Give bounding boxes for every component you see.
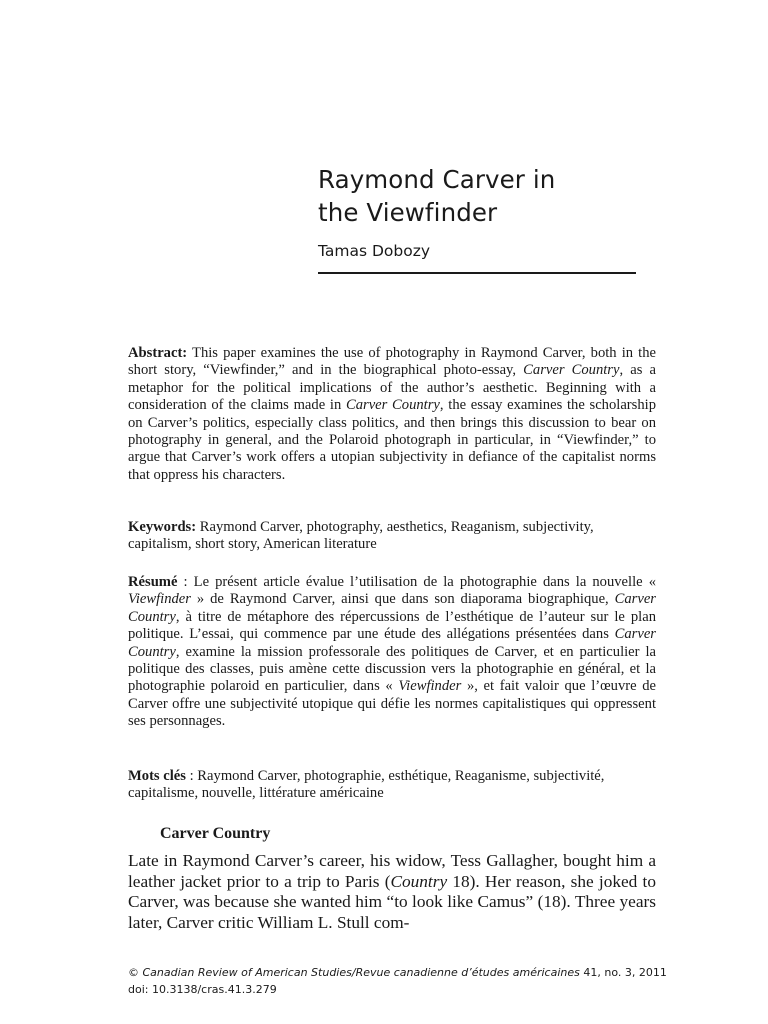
title-line-2: the Viewfinder	[318, 198, 498, 227]
body-text: Late in Raymond Carver’s career, his widow, Tess Gallagher, bought him a leather jacket prior to a trip to Paris (	[128, 851, 656, 891]
resume-section	[128, 574, 656, 731]
abstract-text: This paper examines the use of photography in Raymond Carver, both in the short story, “Viewfinder,” and in the biographical photo-essay,	[128, 345, 657, 379]
keywords-text: Raymond Carver, photography, aesthetics, Reaganism, subjectivity, capitalism, short story, American literature	[128, 519, 594, 553]
resume-italic: Carver Country	[128, 591, 656, 625]
footer-citation	[128, 964, 668, 981]
abstract-italic: Carver Country	[345, 397, 440, 414]
keywords-label: Keywords:	[128, 519, 197, 535]
body-text: 18). Her reason, she joked to Carver, was because she wanted him “to look like Camus” (18). Three years later, Carver critic William L. Stull com-	[128, 871, 656, 932]
body-section	[128, 851, 656, 933]
journal-issue: 41, no. 3, 2011	[579, 966, 667, 979]
title-block	[318, 163, 636, 261]
resume-paragraph	[128, 574, 656, 731]
keywords-section	[128, 519, 656, 554]
resume-text: , examine la mission professorale des politiques de Carver, et en particulier la politique des classes, puis amène cette discussion vers la photographie en général, et la photographie polaroid en particulier, dans «	[128, 643, 656, 695]
article-title	[318, 163, 636, 229]
copyright-symbol: ©	[128, 966, 143, 979]
resume-label: Résumé	[128, 574, 178, 590]
title-line-1: Raymond Carver in	[318, 165, 556, 194]
resume-text: », et fait valoir que l’œuvre de Carver offre une subjectivité utopique qui défie les normes capitalistiques qui oppressent ses personnages.	[128, 678, 656, 730]
abstract-section	[128, 345, 656, 484]
mots-cles-section	[128, 768, 656, 803]
footer-doi: doi: 10.3138/cras.41.3.279	[128, 983, 277, 996]
body-paragraph	[128, 851, 656, 933]
mots-cles-text: : Raymond Carver, photographie, esthétique, Reaganisme, subjectivité, capitalisme, nouvelle, littérature américaine	[128, 768, 605, 802]
section-heading: Carver Country	[160, 825, 271, 842]
resume-italic: Viewfinder	[128, 591, 191, 608]
mots-cles-label: Mots clés	[128, 768, 186, 784]
title-rule	[318, 272, 636, 274]
resume-italic: Viewfinder	[398, 678, 462, 695]
mots-cles-paragraph	[128, 768, 656, 803]
resume-text: , à titre de métaphore des répercussions de l’esthétique de l’auteur sur le plan politique. L’essai, qui commence par une étude des allégations présentées dans	[128, 608, 656, 643]
page-footer	[128, 964, 668, 998]
resume-text: : Le présent article évalue l’utilisation de la photographie dans la nouvelle «	[177, 574, 656, 590]
author-name: Tamas Dobozy	[318, 242, 431, 260]
resume-text: » de Raymond Carver, ainsi que dans son diaporama biographique,	[190, 591, 615, 608]
abstract-label: Abstract:	[128, 345, 188, 361]
abstract-text: , the essay examines the scholarship on Carver’s politics, especially class politics, and then brings this discussion to bear on photography in general, and the Polaroid photograph in particular, in “Viewfinder,” to argue that Carver’s work offers a utopian subjectivity in defiance of the capitalist norms that oppress his characters.	[128, 397, 656, 483]
abstract-paragraph	[128, 345, 656, 484]
resume-italic: Carver Country	[128, 626, 656, 660]
body-italic: Country	[390, 871, 448, 891]
abstract-text: , as a metaphor for the political implications of the author’s aesthetic. Beginning with a consideration of the claims made in	[128, 362, 656, 414]
abstract-italic: Carver Country	[523, 362, 620, 379]
keywords-paragraph	[128, 519, 656, 554]
journal-name: Canadian Review of American Studies/Revue canadienne d’études américaines	[142, 966, 580, 979]
